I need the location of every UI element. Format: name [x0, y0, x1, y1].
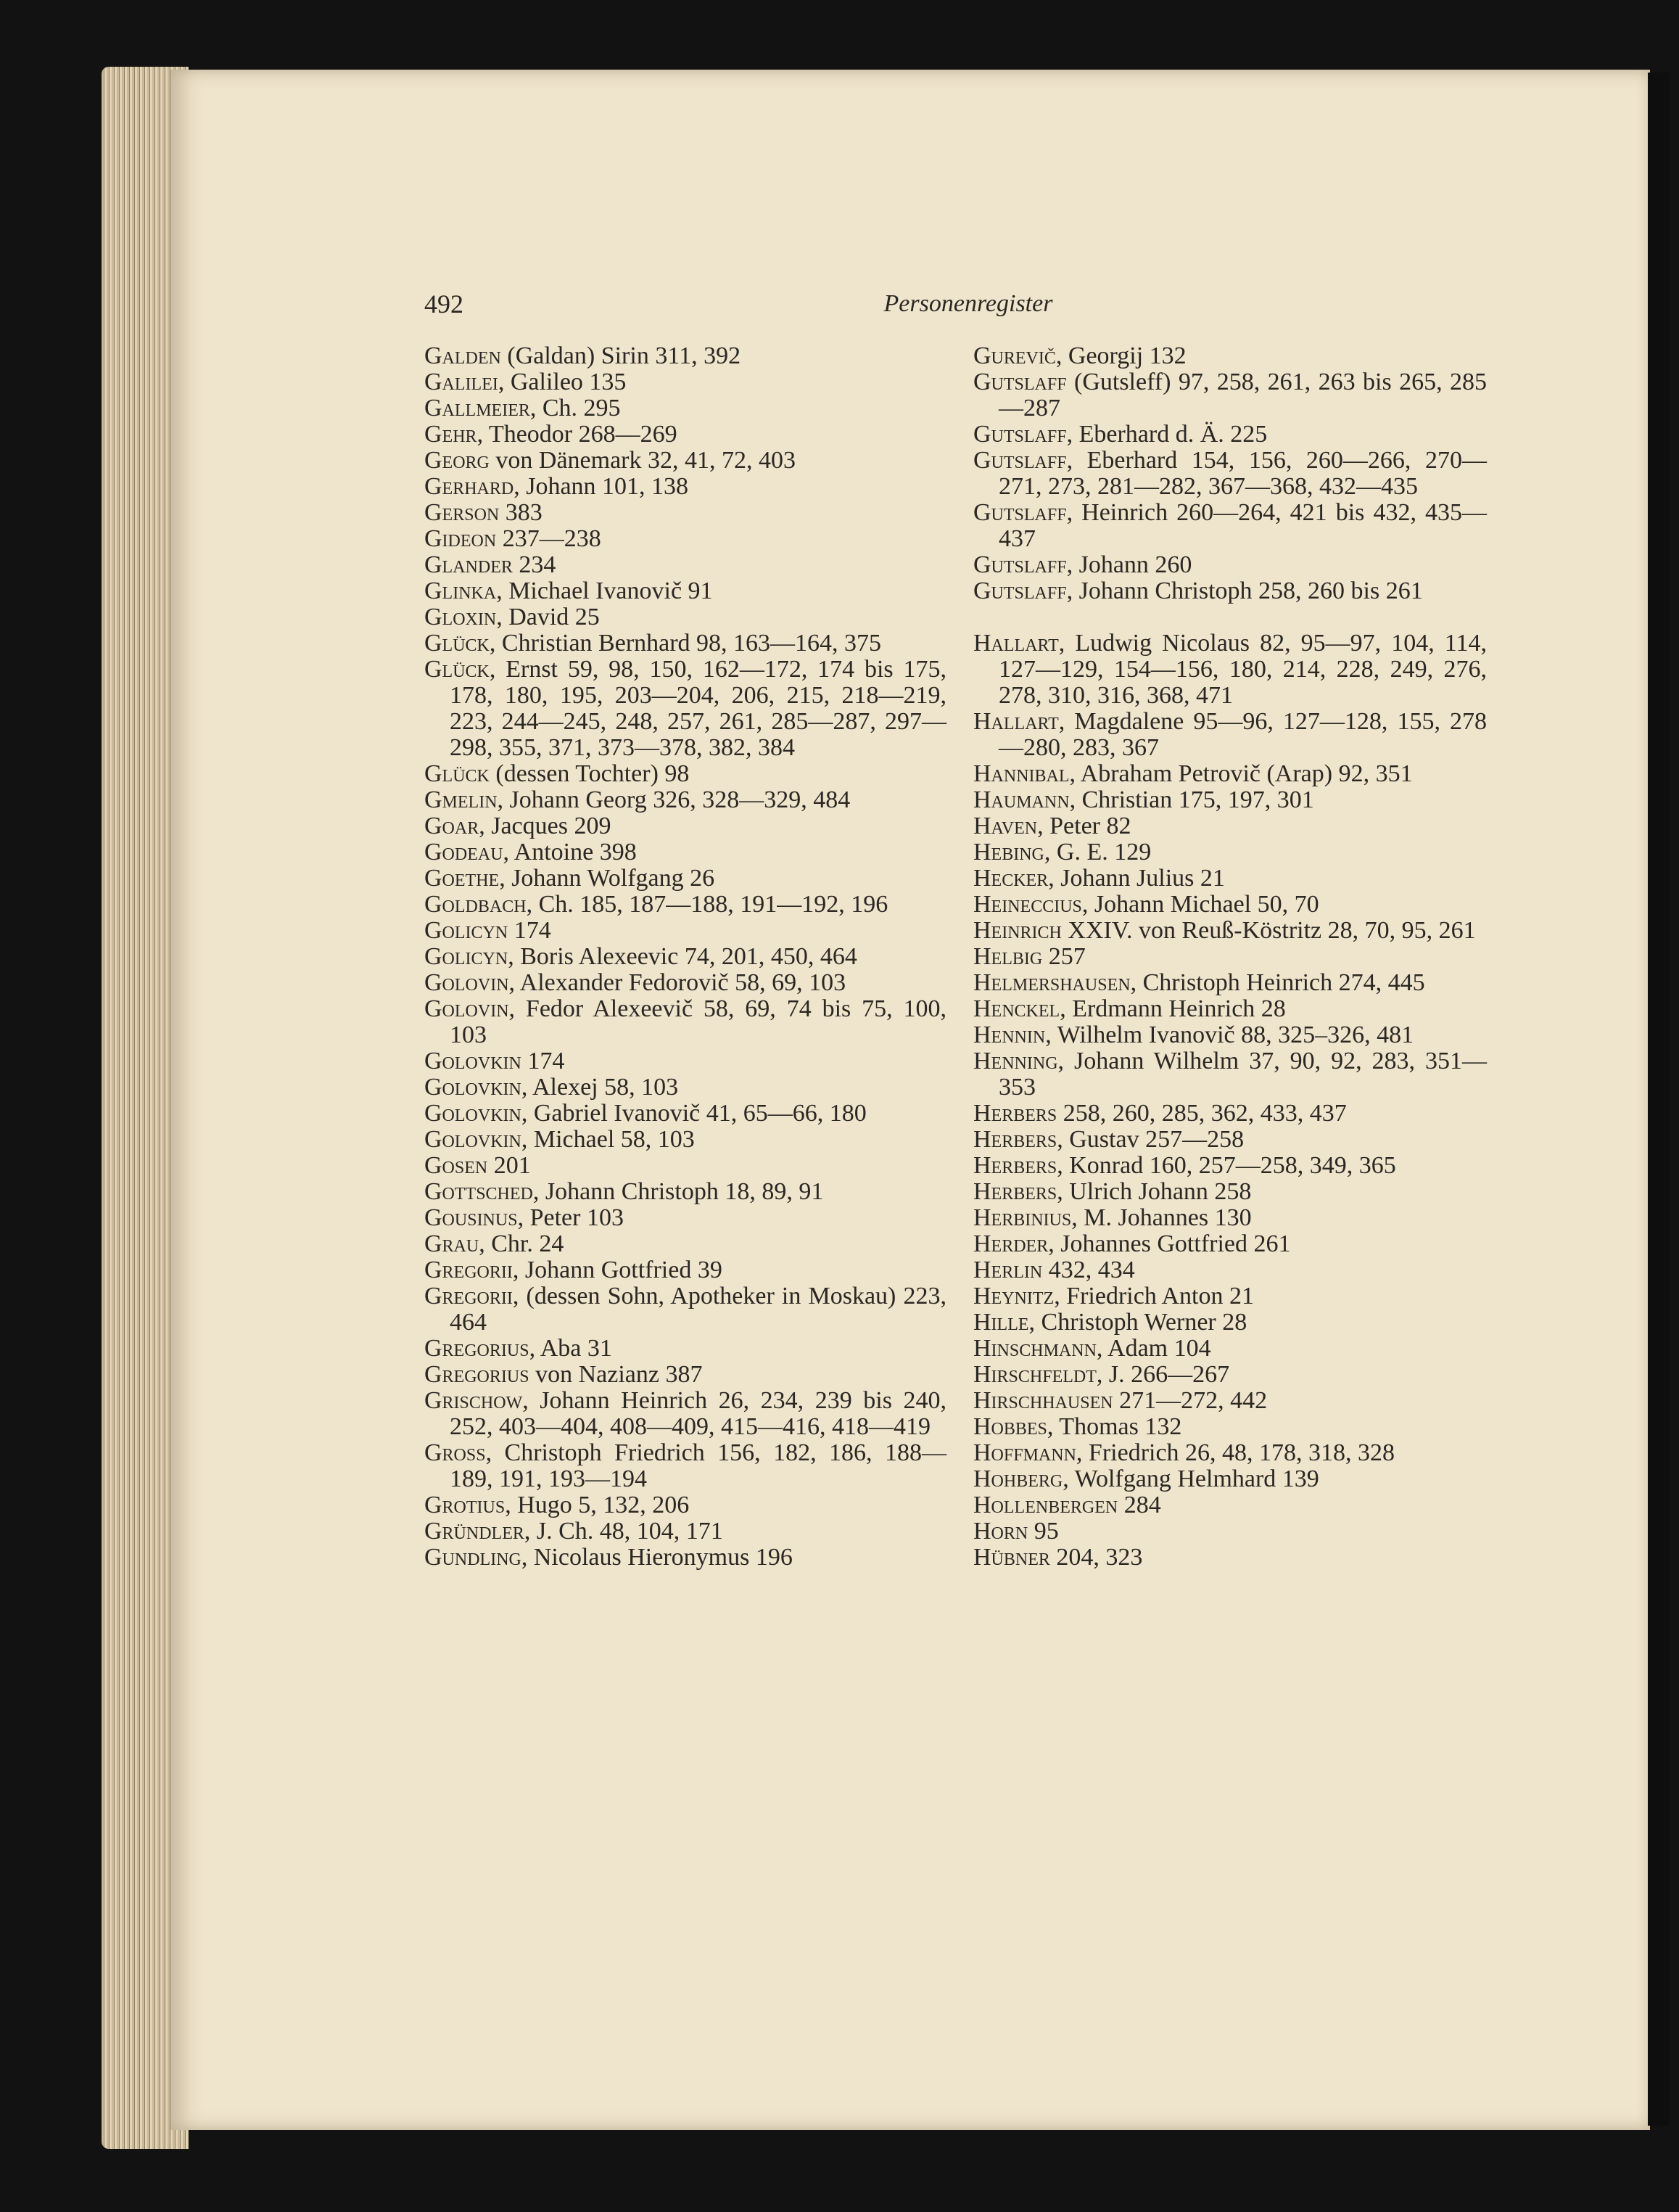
entry-name: Glück [424, 760, 490, 787]
entry-name: Hebing [973, 839, 1044, 866]
entry-references: , Erdmann Heinrich 28 [1060, 995, 1286, 1022]
index-entry [973, 1231, 1487, 1257]
entry-references: , Christian Bernhard 98, 163—164, 375 [489, 630, 882, 657]
index-entry [973, 1362, 1487, 1388]
entry-name: Hallart [973, 630, 1059, 657]
index-entry [424, 1153, 946, 1179]
entry-references: , Eberhard 154, 156, 260—266, 270—271, 273, 281—282, 367—368, 432—435 [999, 447, 1487, 500]
entry-references: , Ch. 295 [529, 395, 621, 422]
entry-references: , Johann Christoph 18, 89, 91 [532, 1178, 824, 1205]
entry-references: 234 [512, 551, 556, 578]
index-entry [973, 839, 1487, 866]
entry-name: Gutslaff [973, 551, 1067, 578]
entry-name: Heineccius [973, 891, 1082, 918]
index-entry [424, 369, 946, 395]
entry-references: , Johann Gottfried 39 [512, 1257, 722, 1283]
entry-name: Gousinus [424, 1204, 518, 1231]
running-head: Personenregister [883, 290, 1053, 317]
entry-name: Gutslaff [973, 577, 1067, 604]
entry-references: 284 [1118, 1492, 1161, 1518]
page-shadow [1648, 73, 1670, 2126]
entry-references: von Dänemark 32, 41, 72, 403 [489, 447, 796, 474]
index-entry [424, 996, 946, 1048]
entry-name: Golovkin [424, 1100, 521, 1127]
index-entry [973, 1545, 1487, 1571]
index-entry [424, 552, 946, 578]
entry-references: , Johann Heinrich 26, 234, 239 bis 240, 252, 403—404, 408—409, 415—416, 418—419 [450, 1387, 946, 1440]
entry-name: Gutslaff [973, 421, 1067, 448]
entry-name: Gregorius [424, 1361, 529, 1388]
entry-references: , Johann 260 [1066, 551, 1192, 578]
entry-name: Gmelin [424, 786, 498, 813]
entry-references: 174 [521, 1048, 565, 1074]
index-entry [424, 918, 946, 944]
index-entry [973, 1518, 1487, 1545]
entry-name: Haumann [973, 786, 1070, 813]
entry-name: Herbers [973, 1100, 1057, 1127]
index-entry [973, 761, 1487, 787]
entry-name: Glander [424, 551, 513, 578]
index-entry [424, 448, 946, 474]
entry-name: Hannibal [973, 760, 1070, 787]
index-entry [424, 839, 946, 866]
entry-name: Helbig [973, 943, 1043, 970]
entry-references: , Christoph Heinrich 274, 445 [1130, 969, 1425, 996]
entry-references: , Gustav 257—258 [1057, 1126, 1245, 1153]
index-entry [973, 944, 1487, 970]
entry-name: Gregorii [424, 1257, 513, 1283]
index-entry [973, 1388, 1487, 1414]
index-entry [424, 866, 946, 892]
entry-name: Glinka [424, 577, 497, 604]
entry-references: , Aba 31 [529, 1335, 612, 1362]
entry-references: (Gutsleff) 97, 258, 261, 263 bis 265, 285—287 [999, 369, 1487, 422]
index-entry [424, 1074, 946, 1101]
entry-references: (dessen Tochter) 98 [489, 760, 690, 787]
entry-references: 95 [1028, 1518, 1059, 1545]
entry-references: , Friedrich 26, 48, 178, 318, 328 [1076, 1439, 1395, 1466]
entry-references: , Galileo 135 [498, 369, 627, 395]
entry-references: , Michael Ivanovič 91 [496, 577, 713, 604]
entry-references: 174 [508, 917, 551, 944]
entry-references: , Antoine 398 [503, 839, 637, 866]
entry-name: Gehr [424, 421, 477, 448]
index-entry [973, 578, 1487, 604]
index-entry [973, 630, 1487, 709]
entry-name: Herbers [973, 1126, 1057, 1153]
index-entry [424, 761, 946, 787]
entry-references: , Nicolaus Hieronymus 196 [521, 1544, 793, 1571]
index-entry [424, 1362, 946, 1388]
entry-name: Gründler [424, 1518, 524, 1545]
index-entry [973, 1414, 1487, 1440]
entry-name: Hille [973, 1309, 1029, 1336]
entry-references: , Christoph Werner 28 [1028, 1309, 1247, 1336]
entry-references: , Friedrich Anton 21 [1054, 1283, 1254, 1309]
entry-references: , Michael 58, 103 [521, 1126, 695, 1153]
entry-references: XXIV. von Reuß-Köstritz 28, 70, 95, 261 [1061, 917, 1476, 944]
entry-references: , J. Ch. 48, 104, 171 [524, 1518, 723, 1545]
entry-name: Gerhard [424, 473, 514, 500]
entry-references: 271—272, 442 [1113, 1387, 1268, 1414]
index-entry [973, 1309, 1487, 1336]
index-entry [424, 892, 946, 918]
entry-name: Golicyn [424, 917, 508, 944]
entry-references: , David 25 [496, 604, 600, 630]
index-entry [424, 526, 946, 552]
index-entry [424, 813, 946, 839]
entry-references: , Alexander Fedorovič 58, 69, 103 [508, 969, 846, 996]
entry-references: , Jacques 209 [479, 813, 611, 839]
entry-references: , Johann Christoph 258, 260 bis 261 [1066, 577, 1423, 604]
index-entry [424, 422, 946, 448]
index-entry [973, 1257, 1487, 1283]
entry-name: Galden [424, 342, 501, 369]
entry-name: Goethe [424, 865, 500, 892]
index-entry [424, 1048, 946, 1074]
entry-references: , Abraham Petrovič (Arap) 92, 351 [1069, 760, 1413, 787]
index-entry [424, 1101, 946, 1127]
entry-references: , Ernst 59, 98, 150, 162—172, 174 bis 175, 178, 180, 195, 203—204, 206, 215, 218—219, 223, 244—245, 248, 257, 261, 285—287, 297—298, 355, 371, 373—378, 382, 384 [450, 656, 946, 761]
index-entry [973, 866, 1487, 892]
entry-name: Gerson [424, 499, 500, 526]
entry-references: 237—238 [496, 525, 601, 552]
index-entry [424, 578, 946, 604]
entry-name: Hecker [973, 865, 1049, 892]
entry-name: Horn [973, 1518, 1028, 1545]
index-entry [424, 970, 946, 996]
entry-name: Heynitz [973, 1283, 1055, 1309]
index-entry [424, 1127, 946, 1153]
entry-references: , Johann Michael 50, 70 [1081, 891, 1319, 918]
index-entry [424, 657, 946, 761]
entry-name: Golovkin [424, 1074, 521, 1101]
page-header [424, 289, 1483, 332]
entry-name: Grau [424, 1230, 479, 1257]
index-entry [973, 1492, 1487, 1518]
entry-name: Hennin [973, 1021, 1046, 1048]
index-column-right [973, 343, 1487, 1571]
entry-references: , Wilhelm Ivanovič 88, 325–326, 481 [1045, 1021, 1414, 1048]
entry-references: 258, 260, 285, 362, 433, 437 [1057, 1100, 1347, 1127]
index-entry [973, 552, 1487, 578]
entry-references: , Johann Wilhelm 37, 90, 92, 283, 351—353 [999, 1048, 1487, 1101]
index-entry [973, 448, 1487, 500]
entry-references: , Christian 175, 197, 301 [1069, 786, 1314, 813]
index-entry [424, 787, 946, 813]
index-entry [424, 630, 946, 657]
index-entry [973, 1127, 1487, 1153]
entry-references: , Theodor 268—269 [477, 421, 677, 448]
entry-name: Hoffmann [973, 1439, 1076, 1466]
entry-name: Golovkin [424, 1048, 521, 1074]
entry-name: Gundling [424, 1544, 521, 1571]
entry-name: Helmershausen [973, 969, 1131, 996]
index-entry [424, 343, 946, 369]
entry-name: Golicyn [424, 943, 508, 970]
entry-references: , Peter 82 [1037, 813, 1131, 839]
entry-name: Golovin [424, 995, 509, 1022]
entry-references: , Heinrich 260—264, 421 bis 432, 435—437 [999, 499, 1487, 552]
entry-references: , Hugo 5, 132, 206 [505, 1492, 690, 1518]
entry-name: Gregorius [424, 1335, 529, 1362]
index-entry [973, 1153, 1487, 1179]
index-entry [973, 892, 1487, 918]
entry-name: Gutslaff [973, 369, 1067, 395]
entry-references: , Christoph Friedrich 156, 182, 186, 188—189, 191, 193—194 [450, 1439, 946, 1492]
entry-references: , Johann 101, 138 [513, 473, 689, 500]
index-entry [973, 970, 1487, 996]
index-entry [424, 1257, 946, 1283]
entry-name: Henning [973, 1048, 1058, 1074]
index-entry [973, 343, 1487, 369]
entry-name: Henckel [973, 995, 1060, 1022]
entry-name: Gregorii [424, 1283, 513, 1309]
index-entry [424, 1231, 946, 1257]
entry-references: , Peter 103 [517, 1204, 624, 1231]
entry-name: Goar [424, 813, 479, 839]
page-number: 492 [424, 289, 463, 318]
entry-name: Gutslaff [973, 447, 1067, 474]
entry-references: 432, 434 [1042, 1257, 1135, 1283]
entry-name: Hirschfeldt [973, 1361, 1097, 1388]
entry-name: Hinschmann [973, 1335, 1097, 1362]
entry-name: Gideon [424, 525, 497, 552]
entry-name: Hallart [973, 708, 1059, 735]
index-entry [973, 1466, 1487, 1492]
entry-references: , (dessen Sohn, Apotheker in Moskau) 223, 464 [450, 1283, 946, 1336]
entry-references: , Johann Wolfgang 26 [499, 865, 715, 892]
entry-name: Hohberg [973, 1465, 1063, 1492]
entry-name: Gloxin [424, 604, 497, 630]
entry-references: , Wolfgang Helmhard 139 [1063, 1465, 1319, 1492]
entry-name: Haven [973, 813, 1038, 839]
index-entry [973, 500, 1487, 552]
entry-name: Gross [424, 1439, 486, 1466]
index-entry [973, 369, 1487, 422]
entry-name: Grischow [424, 1387, 523, 1414]
entry-name: Golovin [424, 969, 509, 996]
entry-name: Golovkin [424, 1126, 521, 1153]
index-entry [424, 944, 946, 970]
entry-name: Herbers [973, 1152, 1057, 1179]
entry-name: Goldbach [424, 891, 527, 918]
entry-references: , Eberhard d. Ä. 225 [1066, 421, 1268, 448]
entry-references: , Thomas 132 [1047, 1413, 1182, 1440]
entry-references: , Magdalene 95—96, 127—128, 155, 278—280, 283, 367 [999, 708, 1487, 761]
entry-name: Heinrich [973, 917, 1062, 944]
entry-references: , Ulrich Johann 258 [1057, 1178, 1252, 1205]
entry-references: , Adam 104 [1096, 1335, 1211, 1362]
index-entry [973, 1440, 1487, 1466]
entry-references: , Konrad 160, 257—258, 349, 365 [1057, 1152, 1396, 1179]
entry-name: Glück [424, 656, 490, 683]
index-entry [424, 474, 946, 500]
entry-references: , M. Johannes 130 [1071, 1204, 1252, 1231]
entry-name: Georg [424, 447, 490, 474]
entry-name: Glück [424, 630, 490, 657]
entry-name: Godeau [424, 839, 503, 866]
entry-references: 257 [1042, 943, 1086, 970]
entry-name: Gurevič [973, 342, 1056, 369]
entry-references: , Alexej 58, 103 [521, 1074, 679, 1101]
index-column-left [424, 343, 946, 1571]
entry-name: Herbers [973, 1178, 1057, 1205]
index-entry [424, 1440, 946, 1492]
entry-name: Hirschhausen [973, 1387, 1113, 1414]
entry-references: , J. 266—267 [1096, 1361, 1230, 1388]
entry-name: Grotius [424, 1492, 506, 1518]
entry-name: Hobbes [973, 1413, 1047, 1440]
entry-name: Herder [973, 1230, 1049, 1257]
entry-references: , Gabriel Ivanovič 41, 65—66, 180 [521, 1100, 867, 1127]
entry-references: , Georgij 132 [1055, 342, 1187, 369]
index-entry [973, 1283, 1487, 1309]
entry-references: (Galdan) Sirin 311, 392 [500, 342, 741, 369]
index-entry [424, 1492, 946, 1518]
index-entry [424, 604, 946, 630]
entry-name: Gosen [424, 1152, 488, 1179]
index-entry [973, 709, 1487, 761]
index-entry [424, 1518, 946, 1545]
entry-references: , Johann Georg 326, 328—329, 484 [497, 786, 851, 813]
entry-name: Galilei [424, 369, 498, 395]
entry-name: Herbinius [973, 1204, 1072, 1231]
entry-name: Herlin [973, 1257, 1043, 1283]
entry-references: , Johann Julius 21 [1048, 865, 1225, 892]
index-entry [424, 1336, 946, 1362]
index-entry [424, 1179, 946, 1205]
entry-references: , Boris Alexeevic 74, 201, 450, 464 [508, 943, 857, 970]
entry-references: , Fedor Alexeevič 58, 69, 74 bis 75, 100, 103 [450, 995, 946, 1048]
entry-references: , G. E. 129 [1044, 839, 1152, 866]
index-entry [424, 395, 946, 422]
index-entry [973, 1336, 1487, 1362]
entry-name: Hübner [973, 1544, 1050, 1571]
index-entry [973, 422, 1487, 448]
index-entry [973, 787, 1487, 813]
index-entry [973, 918, 1487, 944]
entry-references: 383 [499, 499, 543, 526]
index-entry [973, 1179, 1487, 1205]
entry-name: Gutslaff [973, 499, 1067, 526]
entry-references: , Johannes Gottfried 261 [1048, 1230, 1291, 1257]
entry-references: , Ch. 185, 187—188, 191—192, 196 [526, 891, 888, 918]
index-entry [973, 1022, 1487, 1048]
entry-name: Gottsched [424, 1178, 533, 1205]
index-entry [973, 1048, 1487, 1101]
index-entry [424, 1545, 946, 1571]
entry-references: 201 [487, 1152, 531, 1179]
index-entry [424, 1388, 946, 1440]
entry-name: Gallmeier [424, 395, 530, 422]
index-entry [973, 1101, 1487, 1127]
entry-references: , Chr. 24 [479, 1230, 564, 1257]
entry-references: 204, 323 [1049, 1544, 1143, 1571]
index-entry [973, 996, 1487, 1022]
entry-references: , Ludwig Nicolaus 82, 95—97, 104, 114, 127—129, 154—156, 180, 214, 228, 249, 276, 278, 310, 316, 368, 471 [999, 630, 1487, 709]
index-entry [424, 500, 946, 526]
entry-references: von Nazianz 387 [529, 1361, 703, 1388]
index-entry [424, 1283, 946, 1336]
entry-name: Hollenbergen [973, 1492, 1118, 1518]
index-entry [424, 1205, 946, 1231]
index-entry [973, 1205, 1487, 1231]
index-entry [973, 813, 1487, 839]
